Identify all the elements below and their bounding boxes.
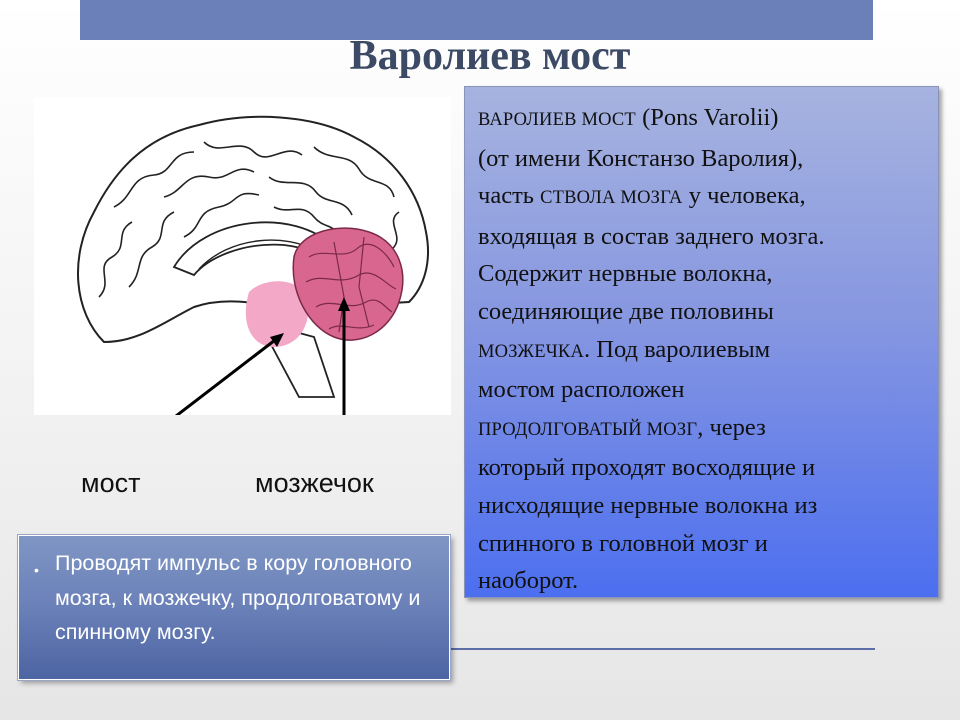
bullet-dot-icon: • — [34, 562, 39, 578]
desc-line: мостом расположен — [478, 376, 685, 404]
desc-line: спинного в головной мозг и — [478, 529, 768, 557]
brain-figure — [34, 97, 451, 415]
divider-line — [447, 648, 875, 650]
desc-line: МОЗЖЕЧКА. Под варолиевым — [478, 335, 771, 363]
description-box — [464, 86, 939, 598]
pons-label: мост — [81, 468, 141, 498]
desc-line: входящая в состав заднего мозга. — [478, 222, 825, 250]
desc-line: часть СТВОЛА МОЗГА у человека, — [478, 182, 806, 210]
desc-line: Содержит нервные волокна, — [478, 260, 773, 288]
brain-illustration — [34, 97, 451, 415]
pons-pointer — [133, 337, 279, 415]
bullet-box — [18, 535, 450, 680]
desc-line: соединяющие две половины — [478, 297, 774, 325]
slide-title: Варолиев мост — [349, 33, 631, 79]
desc-line: ПРОДОЛГОВАТЫЙ МОЗГ, через — [478, 413, 766, 441]
desc-line: (от имени Констанзо Варолия), — [478, 144, 804, 172]
bullet-text: Проводят импульс в кору головного мозга, к мозжечку, продолговатому и спинному мозгу. — [55, 551, 421, 644]
cerebellum-label: мозжечок — [255, 468, 374, 498]
cerebellum-region — [293, 228, 403, 340]
desc-line: нисходящие нервные волокна из — [478, 491, 818, 519]
desc-line: который проходят восходящие и — [478, 454, 816, 482]
desc-line: наоборот. — [478, 567, 579, 595]
desc-line: ВАРОЛИЕВ МОСТ (Pons Varolii) — [478, 104, 779, 131]
